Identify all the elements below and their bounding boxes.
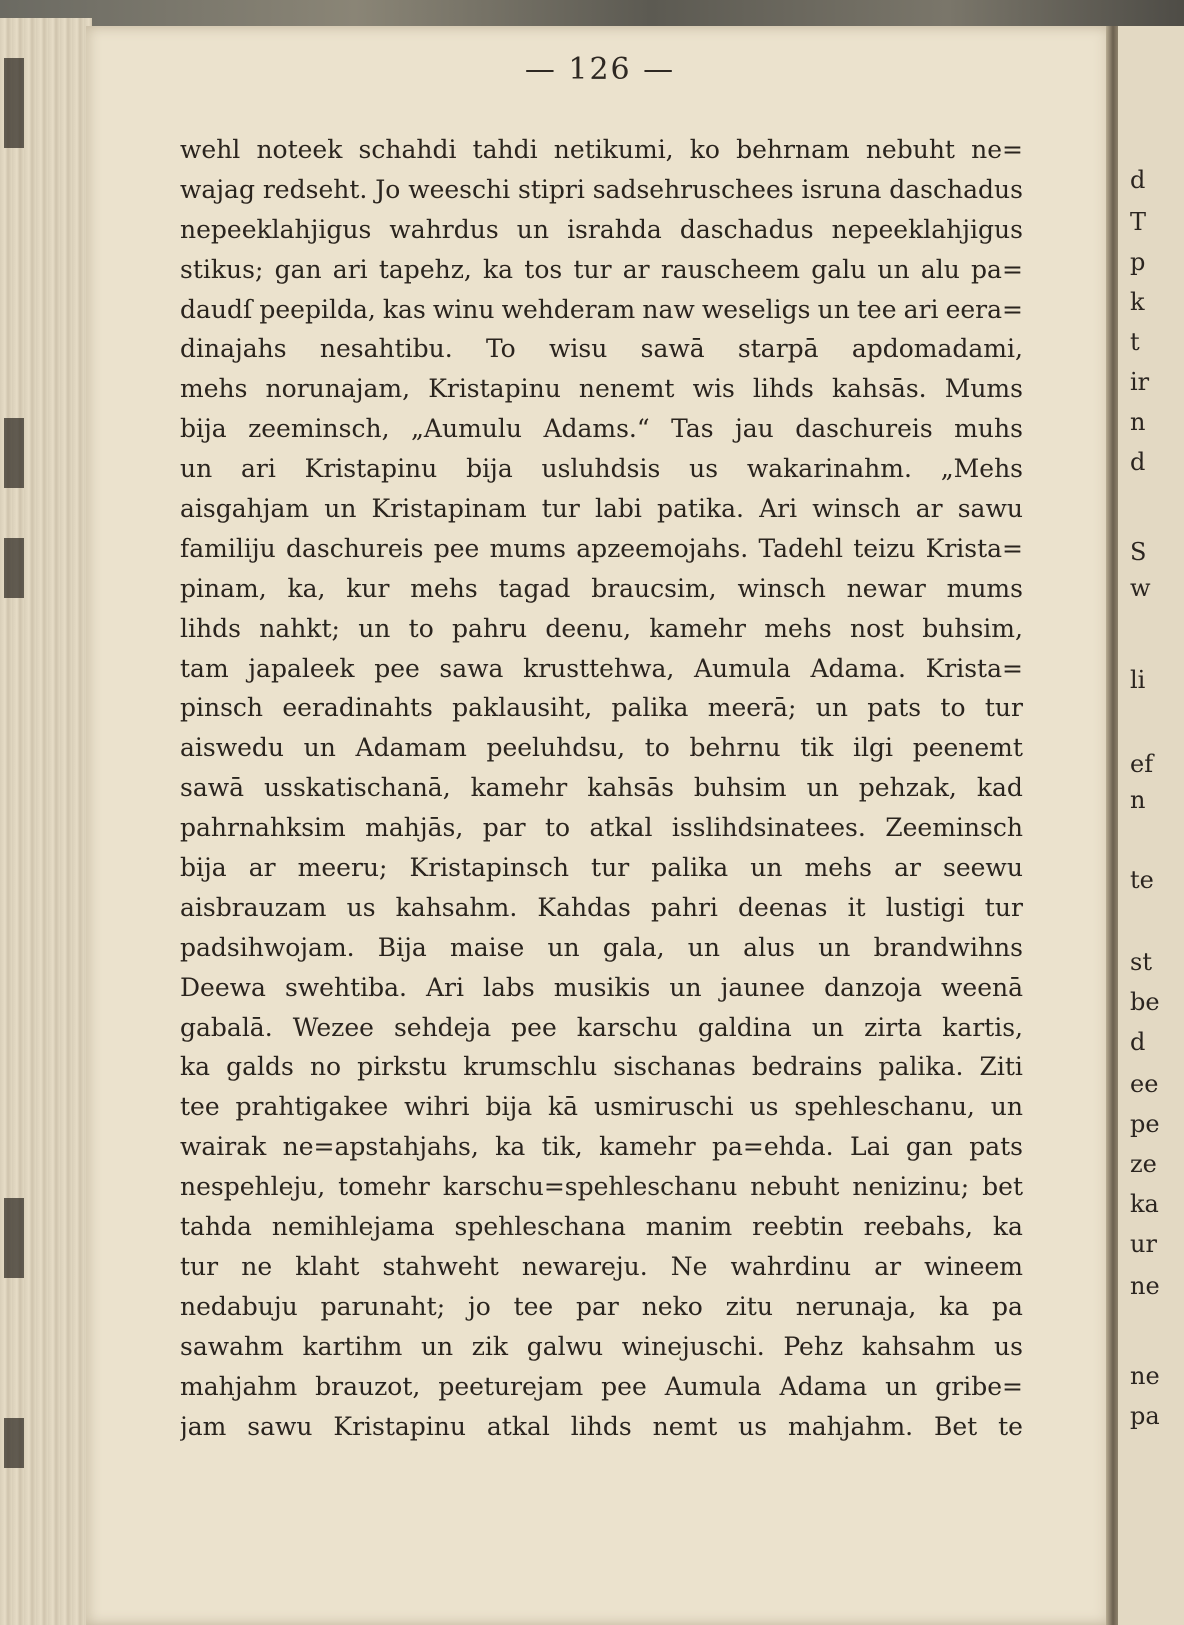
text-line: pahrnahksim mahjās, par to atkal isslihdsinatees. Zeeminsch	[180, 813, 1023, 843]
page-edge-mark	[4, 1198, 24, 1278]
adjacent-page-edge	[1118, 26, 1184, 1625]
text-line: aiswedu un Adamam peeluhdsu, to behrnu tik ilgi peenemt	[180, 733, 1023, 763]
adjacent-page-fragment: ir	[1130, 368, 1150, 396]
text-line: wajag redseht. Jo weeschi stipri sadsehruschees isruna daschadus	[180, 174, 1023, 204]
adjacent-page-fragment: ur	[1130, 1230, 1157, 1258]
text-line: bija ar meeru; Kristapinsch tur palika un mehs ar seewu	[180, 853, 1023, 883]
text-line: sawahm kartihm un zik galwu winejuschi. Pehz kahsahm us	[180, 1331, 1023, 1361]
adjacent-page-fragment: st	[1130, 948, 1152, 976]
text-line: tam japaleek pee sawa krusttehwa, Aumula Adama. Krista=	[180, 653, 1023, 683]
stacked-page-edges	[0, 18, 92, 1625]
text-line: stikus; gan ari tapehz, ka tos tur ar rauscheem galu un alu pa=	[180, 254, 1023, 284]
adjacent-page-fragment: ee	[1130, 1070, 1159, 1098]
page-edge-mark	[4, 418, 24, 488]
adjacent-page-fragment: d	[1130, 448, 1146, 476]
text-line: aisgahjam un Kristapinam tur labi patika. Ari winsch ar sawu	[180, 494, 1023, 524]
page-number: — 126 —	[524, 52, 676, 87]
text-line: tee prahtigakee wihri bija kā usmiruschi us spehleschanu, un	[180, 1092, 1023, 1122]
text-line: mahjahm brauzot, peeturejam pee Aumula Adama un gribe=	[180, 1371, 1023, 1401]
adjacent-page-fragment: ne	[1130, 1272, 1160, 1300]
text-line: dinajahs nesahtibu. To wisu sawā starpā apdomadami,	[180, 334, 1023, 364]
adjacent-page-fragment: ka	[1130, 1190, 1159, 1218]
adjacent-page-fragment: n	[1130, 408, 1146, 436]
text-line: gabalā. Wezee sehdeja pee karschu galdina un zirta kartis,	[180, 1012, 1023, 1042]
page-edge-mark	[4, 538, 24, 598]
text-line: mehs norunajam, Kristapinu nenemt wis lihds kahsās. Mums	[180, 374, 1023, 404]
adjacent-page-fragment: ne	[1130, 1362, 1160, 1390]
text-line: Deewa swehtiba. Ari labs musikis un jaunee danzoja weenā	[180, 972, 1023, 1002]
adjacent-page-fragment: li	[1130, 666, 1146, 694]
text-line: nepeeklahjigus wahrdus un israhda daschadus nepeeklahjigus	[180, 214, 1023, 244]
page-edge-mark	[4, 58, 24, 148]
text-line: ka galds no pirkstu krumschlu sischanas bedrains palika. Ziti	[180, 1052, 1023, 1082]
text-line: wairak ne=apstahjahs, ka tik, kamehr pa=ehda. Lai gan pats	[180, 1132, 1023, 1162]
adjacent-page-fragment: te	[1130, 866, 1154, 894]
text-line: tur ne klaht stahweht newareju. Ne wahrdinu ar wineem	[180, 1251, 1023, 1281]
adjacent-page-fragment: k	[1130, 288, 1145, 316]
text-line: aisbrauzam us kahsahm. Kahdas pahri deenas it lustigi tur	[180, 892, 1023, 922]
adjacent-page-fragment: d	[1130, 166, 1146, 194]
text-line: pinsch eeradinahts paklausiht, palika meerā; un pats to tur	[180, 693, 1023, 723]
text-line: bija zeeminsch, „Aumulu Adams.“ Tas jau daschureis muhs	[180, 414, 1023, 444]
adjacent-page-fragment: pa	[1130, 1402, 1160, 1430]
text-line: tahda nemihlejama spehleschana manim reebtin reebahs, ka	[180, 1212, 1023, 1242]
adjacent-page-fragment: be	[1130, 988, 1160, 1016]
adjacent-page-fragment: n	[1130, 786, 1146, 814]
adjacent-page-fragment: pe	[1130, 1110, 1160, 1138]
adjacent-page-fragment: T	[1130, 208, 1147, 236]
adjacent-page-fragment: p	[1130, 248, 1146, 276]
adjacent-page-fragment: ef	[1130, 750, 1154, 778]
text-line: un ari Kristapinu bija usluhdsis us wakarinahm. „Mehs	[180, 454, 1023, 484]
text-line: padsihwojam. Bija maise un gala, un alus un brandwihns	[180, 932, 1023, 962]
text-line: jam sawu Kristapinu atkal lihds nemt us mahjahm. Bet te	[180, 1411, 1023, 1441]
adjacent-page-fragment: t	[1130, 328, 1140, 356]
text-line: pinam, ka, kur mehs tagad braucsim, winsch newar mums	[180, 573, 1023, 603]
adjacent-page-fragment: ze	[1130, 1150, 1157, 1178]
text-line: lihds nahkt; un to pahru deenu, kamehr mehs nost buhsim,	[180, 613, 1023, 643]
adjacent-page-fragment: w	[1130, 574, 1151, 602]
text-line: daudſ peepilda, kas winu wehderam naw weseligs un tee ari eera=	[180, 294, 1023, 324]
body-text	[180, 130, 1023, 1446]
text-line: wehl noteek schahdi tahdi netikumi, ko behrnam nebuht ne=	[180, 135, 1023, 164]
text-line: nespehleju, tomehr karschu=spehleschanu nebuht nenizinu; bet	[180, 1172, 1023, 1202]
text-line: familiju daschureis pee mums apzeemojahs. Tadehl teizu Krista=	[180, 533, 1023, 563]
adjacent-page-fragment: S	[1130, 538, 1147, 566]
adjacent-page-fragment: d	[1130, 1028, 1146, 1056]
text-line: sawā usskatischanā, kamehr kahsās buhsim un pehzak, kad	[180, 773, 1023, 803]
page-edge-mark	[4, 1418, 24, 1468]
text-line: nedabuju parunaht; jo tee par neko zitu nerunaja, ka pa	[180, 1291, 1023, 1321]
